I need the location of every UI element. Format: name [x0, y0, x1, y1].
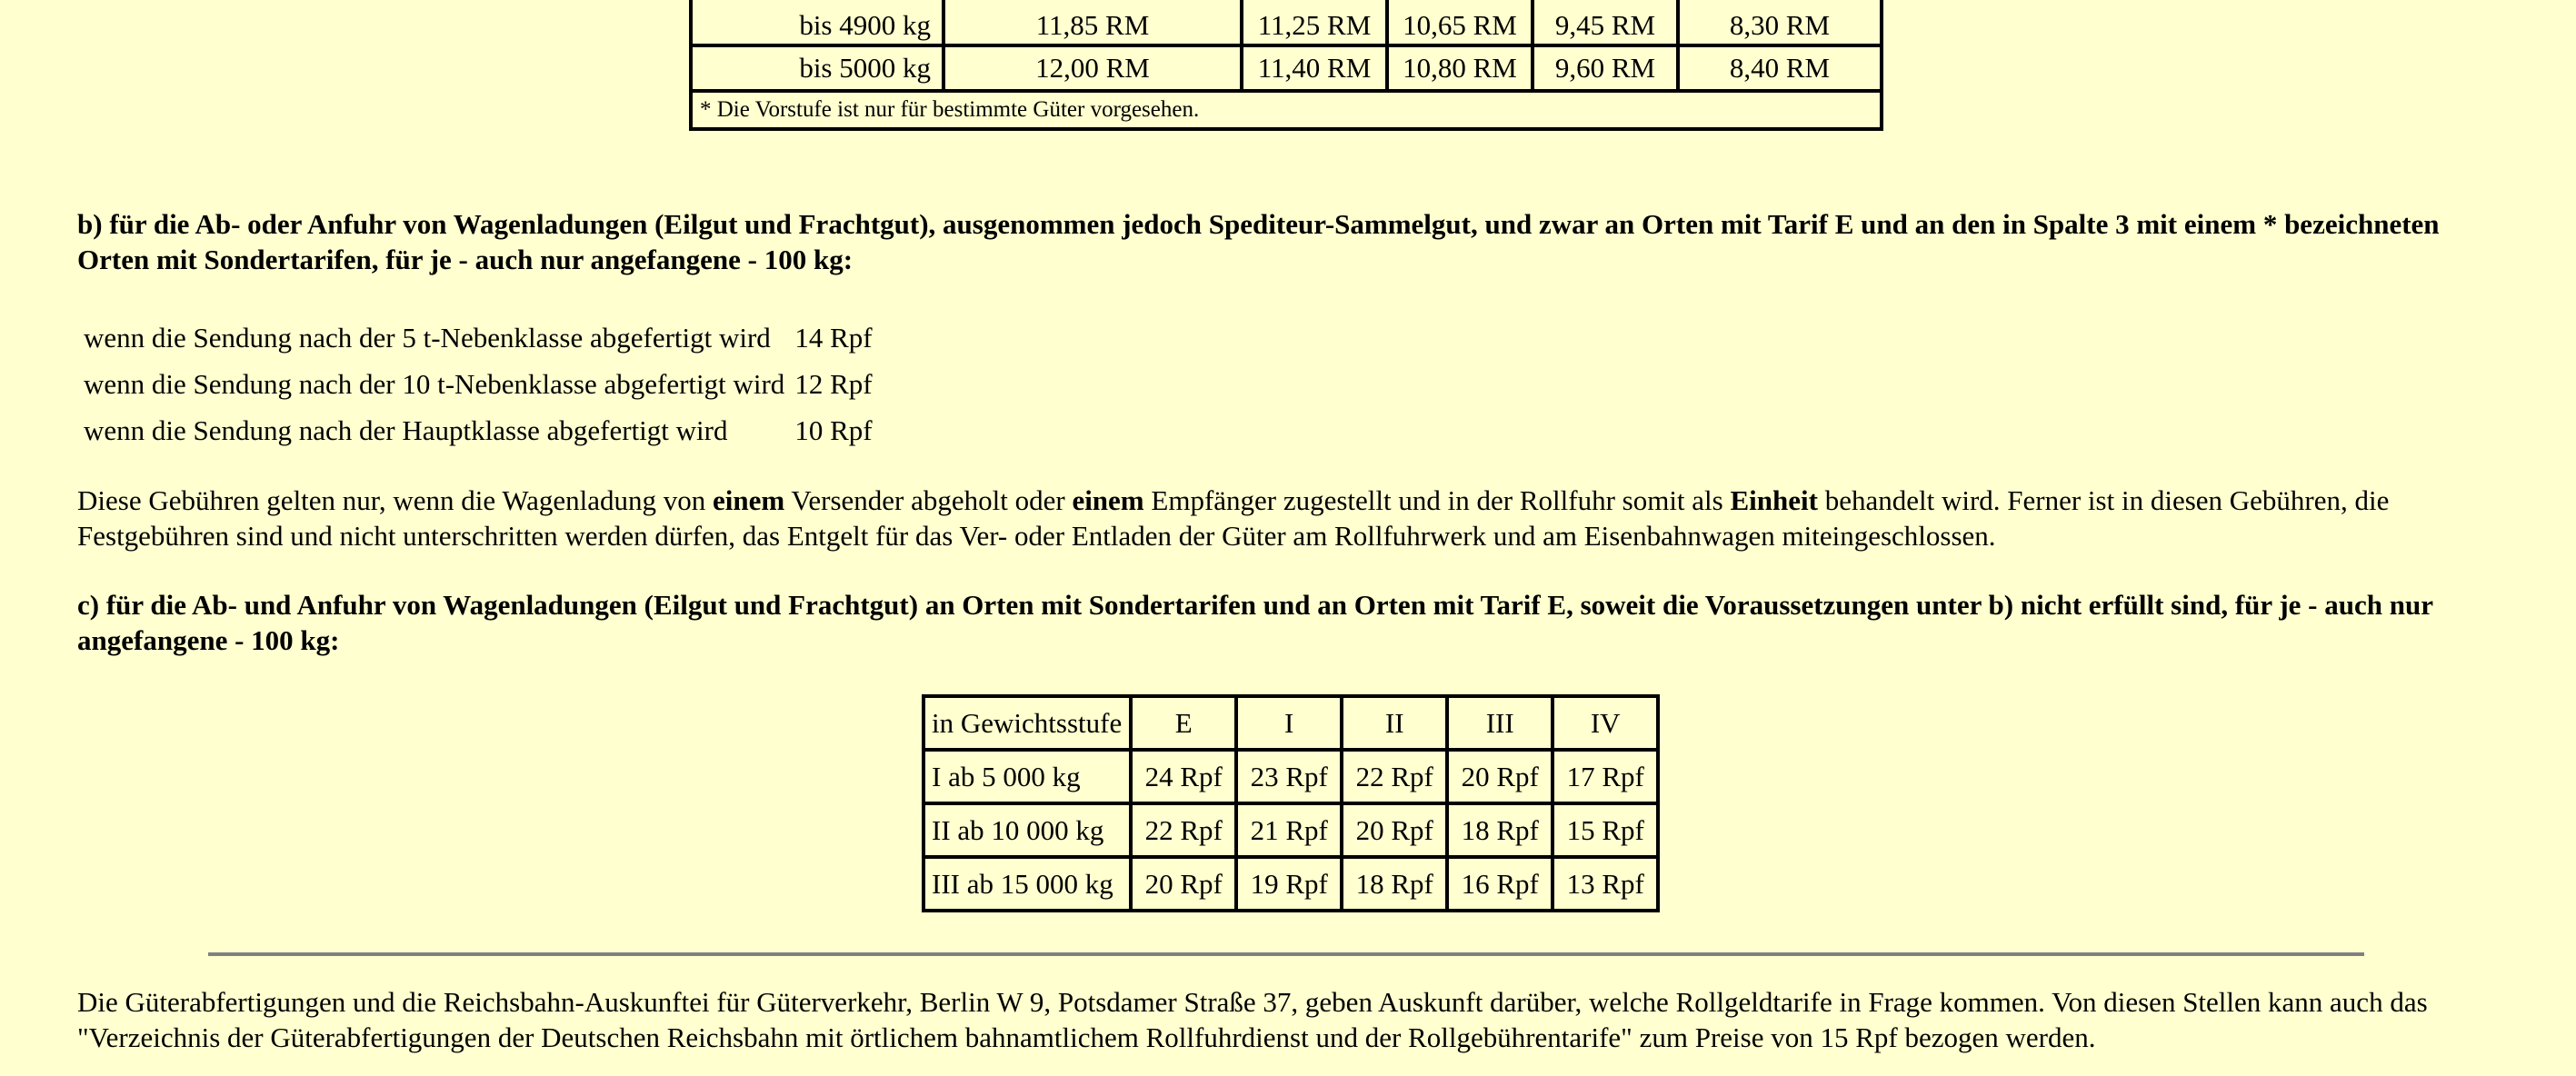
section-c-heading: c) für die Ab- und Anfuhr von Wagenladungen (Eilgut und Frachtgut) an Orten mit Sondertarifen und an Orten mit Tarif E, soweit die Voraussetzungen unter b) nicht erfüllt sind, für je - auch nur angefangene - 100 kg:: [77, 589, 2433, 656]
column-header: in Gewichtsstufe: [924, 696, 1131, 750]
rate-cell: 12,00 RM: [944, 45, 1242, 91]
weight-class-label: I ab 5 000 kg: [924, 750, 1131, 803]
rate-row: [77, 314, 876, 361]
rate-cell: 18 Rpf: [1342, 857, 1447, 911]
rate-cell: 20 Rpf: [1131, 857, 1236, 911]
rate-price: 10 Rpf: [794, 413, 873, 446]
column-header: I: [1236, 696, 1342, 750]
rate-cell: 18 Rpf: [1447, 803, 1553, 857]
rate-cell: 20 Rpf: [1342, 803, 1447, 857]
rate-cell: 10,65 RM: [1387, 0, 1533, 45]
weight-class-label: II ab 10 000 kg: [924, 803, 1131, 857]
table-row: [691, 45, 1882, 91]
section-b-rates: [77, 314, 876, 453]
table-note-row: [691, 91, 1882, 129]
column-header: E: [1131, 696, 1236, 750]
rate-row: [77, 407, 876, 453]
weight-rate-table-continued: [689, 0, 1883, 131]
table-footnote: * Die Vorstufe ist nur für bestimmte Güter vorgesehen.: [691, 91, 1882, 129]
horizontal-divider: [208, 952, 2364, 956]
rate-condition: wenn die Sendung nach der 5 t-Nebenklasse abgefertigt wird: [84, 321, 771, 354]
weight-class-label: III ab 15 000 kg: [924, 857, 1131, 911]
rate-cell: 21 Rpf: [1236, 803, 1342, 857]
rate-cell: 16 Rpf: [1447, 857, 1553, 911]
rate-cell: 20 Rpf: [1447, 750, 1553, 803]
rate-row: [77, 361, 876, 407]
rate-condition: wenn die Sendung nach der 10 t-Nebenklasse abgefertigt wird: [84, 367, 785, 400]
rate-cell: 10,80 RM: [1387, 45, 1533, 91]
rate-cell: 15 Rpf: [1553, 803, 1658, 857]
rate-cell: 11,40 RM: [1242, 45, 1387, 91]
fee-text-emphasis: einem: [713, 484, 785, 516]
weight-label: bis 4900 kg: [691, 0, 944, 45]
rate-cell: 17 Rpf: [1553, 750, 1658, 803]
rate-condition: wenn die Sendung nach der Hauptklasse abgefertigt wird: [84, 413, 728, 446]
fee-text-part: Empfänger zugestellt und in der Rollfuhr somit als: [1143, 484, 1731, 516]
table-header-row: [924, 696, 1658, 750]
section-c-rate-table: [922, 694, 1660, 912]
table-row: [924, 857, 1658, 911]
rate-cell: 8,30 RM: [1678, 0, 1882, 45]
table-row: [691, 0, 1882, 45]
rate-cell: 22 Rpf: [1342, 750, 1447, 803]
rate-cell: 11,85 RM: [944, 0, 1242, 45]
rate-cell: 8,40 RM: [1678, 45, 1882, 91]
fee-text-part: Diese Gebühren gelten nur, wenn die Wagenladung von: [77, 484, 714, 516]
fee-explanation: [77, 483, 2504, 553]
fee-text-emphasis: einem: [1072, 484, 1144, 516]
column-header: III: [1447, 696, 1553, 750]
rate-cell: 19 Rpf: [1236, 857, 1342, 911]
rate-cell: 9,45 RM: [1533, 0, 1678, 45]
rate-cell: 11,25 RM: [1242, 0, 1387, 45]
footer-note: Die Güterabfertigungen und die Reichsbahn-Auskunftei für Güterverkehr, Berlin W 9, Potsdamer Straße 37, geben Auskunft darüber, welche Rollgeldtarife in Frage kommen. Von diesen Stellen kann auch das "Verzeichnis der Güterabfertigungen der Deutschen Reichsbahn mit örtlichem bahnamtlichem Rollfuhrdienst und der Rollgebührentarife" zum Preise von 15 Rpf bezogen werden.: [77, 986, 2428, 1053]
rate-price: 12 Rpf: [794, 367, 873, 400]
rate-cell: 9,60 RM: [1533, 45, 1678, 91]
table-row: [924, 803, 1658, 857]
fee-text-part: Versender abgeholt oder: [784, 484, 1073, 516]
rate-cell: 22 Rpf: [1131, 803, 1236, 857]
section-b-heading: b) für die Ab- oder Anfuhr von Wagenladungen (Eilgut und Frachtgut), ausgenommen jedoch Spediteur-Sammelgut, und zwar an Orten mit Tarif E und an den in Spalte 3 mit einem * bezeichneten Orten mit Sondertarifen, für je - auch nur angefangene - 100 kg:: [77, 208, 2440, 275]
rate-cell: 13 Rpf: [1553, 857, 1658, 911]
rate-price: 14 Rpf: [794, 321, 873, 354]
column-header: II: [1342, 696, 1447, 750]
rate-cell: 24 Rpf: [1131, 750, 1236, 803]
column-header: IV: [1553, 696, 1658, 750]
fee-text-emphasis: Einheit: [1730, 484, 1818, 516]
rate-cell: 23 Rpf: [1236, 750, 1342, 803]
weight-label: bis 5000 kg: [691, 45, 944, 91]
fee-text-part: behandelt wird. Ferner ist in diesen Gebühren, die Festgebühren sind und nicht unterschritten werden dürfen, das Entgelt für das Ver- oder Entladen der Güter am Rollfuhrwerk und am Eisenbahnwagen miteingeschlossen.: [77, 484, 2390, 552]
table-row: [924, 750, 1658, 803]
